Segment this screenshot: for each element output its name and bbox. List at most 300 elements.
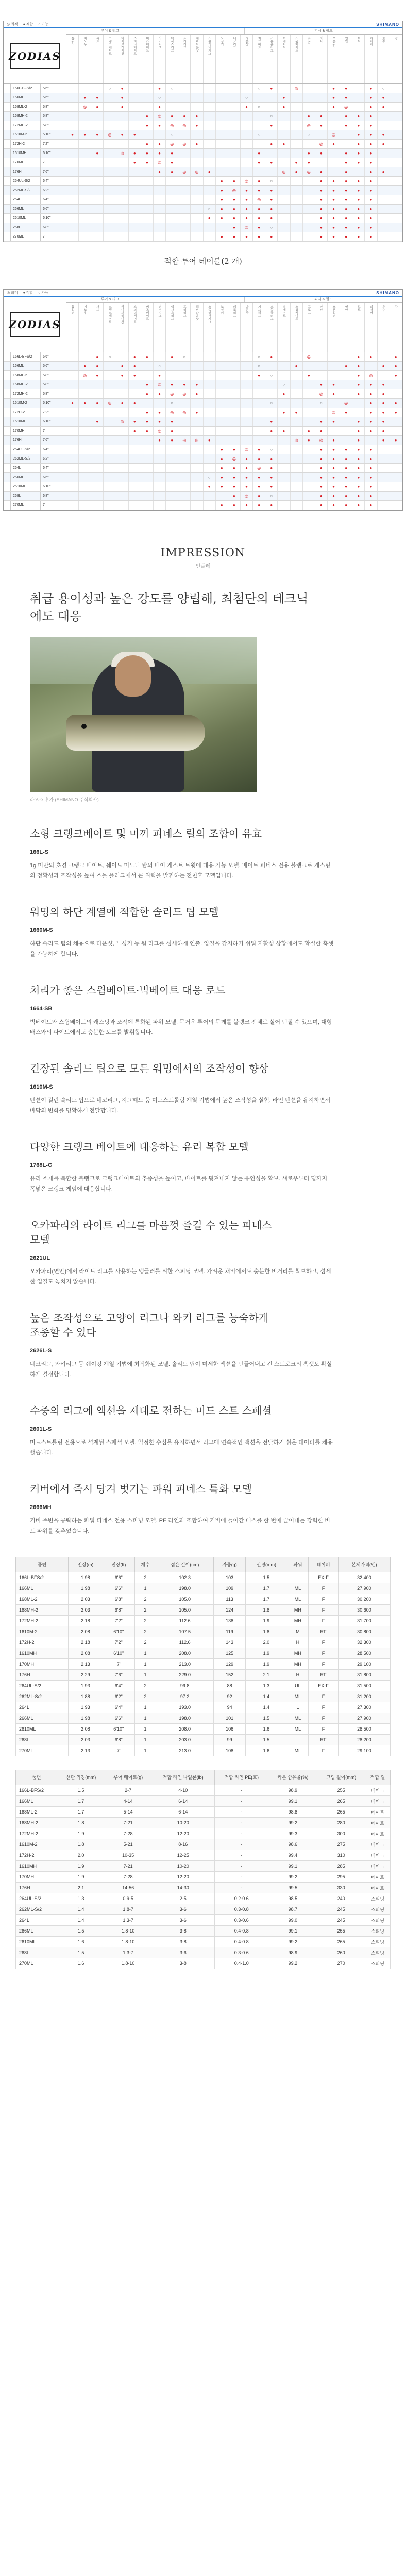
spec-header-cell: 루어 웨이트(g) bbox=[105, 1770, 151, 1785]
suitability-mark bbox=[278, 186, 290, 195]
column-label bbox=[291, 303, 303, 352]
suitability-mark: ● bbox=[315, 195, 328, 204]
column-label-text: 러버지그 bbox=[158, 305, 161, 317]
suitability-mark: ● bbox=[352, 177, 365, 185]
spec-row bbox=[16, 1839, 391, 1850]
suitability-mark bbox=[328, 362, 340, 370]
suitability-mark bbox=[228, 84, 241, 93]
spec-cell: 240 bbox=[317, 1893, 365, 1904]
suitability-mark bbox=[378, 232, 390, 241]
suitability-mark: ● bbox=[315, 214, 328, 223]
spec-cell: 1.9 bbox=[57, 1872, 105, 1883]
suitability-mark: ○ bbox=[303, 130, 315, 139]
suitability-mark bbox=[129, 436, 141, 445]
category-cell bbox=[4, 186, 11, 195]
suitability-mark bbox=[91, 436, 104, 445]
suitability-mark bbox=[216, 223, 228, 232]
suitability-mark: ● bbox=[303, 427, 315, 435]
column-label-text: 톱워터 bbox=[71, 305, 74, 314]
spec-row bbox=[16, 1861, 391, 1872]
section-model: 1768L-G bbox=[30, 1162, 53, 1168]
suitability-mark: ● bbox=[352, 464, 365, 472]
spec-cell: 260 bbox=[317, 1947, 365, 1958]
suitability-mark: ● bbox=[390, 362, 402, 370]
suitability-mark: ● bbox=[328, 223, 340, 232]
spec-cell: 10-35 bbox=[105, 1850, 151, 1861]
suitability-mark bbox=[303, 380, 315, 389]
suitability-mark bbox=[378, 473, 390, 482]
suitability-mark bbox=[241, 427, 253, 435]
category-cell bbox=[4, 371, 11, 380]
suitability-mark bbox=[178, 149, 191, 158]
length-cell: 6'4" bbox=[41, 177, 66, 185]
length-cell: 7' bbox=[41, 501, 66, 510]
logo-area bbox=[4, 297, 66, 352]
length-cell: 5'8" bbox=[41, 103, 66, 111]
suitability-mark: ● bbox=[328, 473, 340, 482]
suitability-mark: ● bbox=[340, 112, 352, 121]
suitability-mark bbox=[91, 492, 104, 500]
chart-row bbox=[4, 445, 402, 454]
suitability-mark: ● bbox=[352, 427, 365, 435]
suitability-mark bbox=[116, 436, 129, 445]
suitability-mark: ○ bbox=[104, 84, 116, 93]
suitability-mark: ◎ bbox=[241, 445, 253, 454]
marks bbox=[66, 177, 402, 185]
chart-row bbox=[4, 492, 402, 501]
length-cell: 5'8" bbox=[41, 121, 66, 130]
suitability-mark bbox=[278, 362, 290, 370]
suitability-mark bbox=[129, 186, 141, 195]
spec-cell: 5-14 bbox=[105, 1807, 151, 1818]
spec-cell: 245 bbox=[317, 1915, 365, 1926]
category-cell bbox=[4, 445, 11, 454]
suitability-mark bbox=[390, 501, 402, 510]
suitability-mark bbox=[104, 492, 116, 500]
suitability-mark: ● bbox=[328, 445, 340, 454]
suitability-mark: ● bbox=[315, 223, 328, 232]
length-cell: 6'2" bbox=[41, 454, 66, 463]
bass-fish bbox=[66, 715, 205, 751]
suitability-mark: ● bbox=[154, 103, 166, 111]
suitability-mark: ● bbox=[91, 93, 104, 102]
suitability-mark bbox=[228, 408, 241, 417]
spec-cell: 99.2 bbox=[268, 1958, 317, 1969]
suitability-mark: ● bbox=[352, 186, 365, 195]
suitability-mark: ● bbox=[191, 112, 203, 121]
suitability-mark bbox=[104, 103, 116, 111]
suitability-mark: ● bbox=[328, 140, 340, 148]
spec-cell: 4-10 bbox=[151, 1785, 215, 1796]
suitability-mark: ● bbox=[378, 389, 390, 398]
spec-cell: - bbox=[215, 1828, 268, 1839]
suitability-mark bbox=[204, 362, 216, 370]
suitability-mark bbox=[315, 93, 328, 102]
spec-table-2 bbox=[15, 1770, 391, 1969]
suitability-mark: ● bbox=[91, 149, 104, 158]
suitability-mark bbox=[91, 112, 104, 121]
length-cell: 6'4" bbox=[41, 445, 66, 454]
suitability-mark bbox=[352, 103, 365, 111]
suitability-mark: ◎ bbox=[191, 167, 203, 176]
suitability-mark bbox=[352, 399, 365, 408]
suitability-mark bbox=[340, 352, 352, 361]
column-label bbox=[91, 303, 104, 352]
spec-cell: 266ML bbox=[16, 1713, 69, 1724]
suitability-mark bbox=[79, 427, 91, 435]
suitability-mark bbox=[104, 121, 116, 130]
spec-cell: 2 bbox=[134, 1681, 156, 1691]
spec-cell: 2.29 bbox=[69, 1670, 103, 1681]
suitability-mark: ● bbox=[116, 399, 129, 408]
spec-cell: 8-16 bbox=[151, 1839, 215, 1850]
section-model: 1610M-S bbox=[30, 1084, 53, 1090]
suitability-mark bbox=[291, 140, 303, 148]
spec-cell: 98.9 bbox=[268, 1947, 317, 1958]
suitability-mark bbox=[129, 103, 141, 111]
suitability-mark: ● bbox=[216, 454, 228, 463]
suitability-mark bbox=[104, 205, 116, 213]
spec-cell: 6'8" bbox=[103, 1594, 134, 1605]
length-cell: 6'2" bbox=[41, 186, 66, 195]
suitability-mark: ● bbox=[291, 158, 303, 167]
suitability-mark: ● bbox=[79, 399, 91, 408]
marks bbox=[66, 464, 402, 472]
model-cell: 172H-2 bbox=[11, 408, 41, 417]
suitability-mark: ○ bbox=[166, 130, 178, 139]
spec-row bbox=[16, 1828, 391, 1839]
suitability-mark bbox=[129, 214, 141, 223]
chart-row bbox=[4, 417, 402, 427]
suitability-mark bbox=[291, 177, 303, 185]
suitability-mark: ● bbox=[66, 399, 79, 408]
column-label-text: 프로그 bbox=[307, 305, 310, 314]
suitability-mark bbox=[378, 482, 390, 491]
suitability-mark: ● bbox=[191, 408, 203, 417]
spec-cell: 베이트 bbox=[365, 1785, 390, 1796]
suitability-mark: ● bbox=[328, 205, 340, 213]
category-cell bbox=[4, 149, 11, 158]
suitability-mark: ◎ bbox=[315, 389, 328, 398]
suitability-mark bbox=[303, 232, 315, 241]
suitability-mark: ● bbox=[365, 454, 377, 463]
suitability-mark: ● bbox=[129, 352, 141, 361]
suitability-mark bbox=[378, 445, 390, 454]
spec-cell: 2610ML bbox=[16, 1937, 57, 1947]
suitability-mark bbox=[129, 473, 141, 482]
suitability-mark: ● bbox=[365, 205, 377, 213]
suitability-mark: ◎ bbox=[253, 464, 265, 472]
suitability-mark bbox=[191, 362, 203, 370]
model-cell: 166L-BFS/2 bbox=[11, 352, 41, 361]
column-label-text: 프로그 bbox=[307, 37, 310, 46]
spec-cell: 2 bbox=[134, 1594, 156, 1605]
suitability-mark bbox=[303, 501, 315, 510]
suitability-mark bbox=[191, 232, 203, 241]
spec-cell: 29,100 bbox=[338, 1659, 390, 1670]
spec-cell: 베이트 bbox=[365, 1807, 390, 1818]
suitability-mark: ● bbox=[378, 399, 390, 408]
spec-cell: 193.0 bbox=[156, 1702, 214, 1713]
spec-cell: 14-56 bbox=[105, 1883, 151, 1893]
suitability-mark bbox=[91, 186, 104, 195]
suitability-mark bbox=[278, 371, 290, 380]
suitability-mark: ● bbox=[91, 362, 104, 370]
suitability-mark: ● bbox=[154, 408, 166, 417]
suitability-mark bbox=[340, 417, 352, 426]
spec-cell: 1.3-7 bbox=[105, 1947, 151, 1958]
suitability-mark bbox=[278, 445, 290, 454]
spec-cell: 264L bbox=[16, 1702, 69, 1713]
spec-cell: 1.8 bbox=[246, 1626, 287, 1637]
spec-cell: 266ML bbox=[16, 1926, 57, 1937]
suitability-mark: ● bbox=[365, 232, 377, 241]
suitability-mark: ● bbox=[141, 149, 154, 158]
suitability-mark bbox=[204, 389, 216, 398]
suitability-mark: ● bbox=[303, 158, 315, 167]
suitability-mark bbox=[116, 473, 129, 482]
spec-cell: 0.4-1.0 bbox=[215, 1958, 268, 1969]
suitability-mark: ● bbox=[154, 417, 166, 426]
suitability-mark bbox=[66, 149, 79, 158]
spec-cell: 94 bbox=[214, 1702, 246, 1713]
suitability-mark: ◎ bbox=[241, 492, 253, 500]
suitability-mark bbox=[241, 158, 253, 167]
column-label-text: 톱워터 bbox=[71, 37, 74, 46]
suitability-mark: ◎ bbox=[154, 380, 166, 389]
chart-row bbox=[4, 214, 402, 223]
suitability-mark bbox=[278, 454, 290, 463]
group-title-rig bbox=[154, 297, 245, 302]
suitability-mark: ● bbox=[278, 103, 290, 111]
suitability-mark bbox=[191, 103, 203, 111]
spec-header-cell: 품번 bbox=[16, 1770, 57, 1785]
spec-cell: - bbox=[215, 1807, 268, 1818]
spec-row bbox=[16, 1702, 391, 1713]
column-label bbox=[278, 35, 290, 83]
spec-cell: 10-20 bbox=[151, 1861, 215, 1872]
suitability-mark: ◎ bbox=[278, 167, 290, 176]
suitability-mark bbox=[204, 408, 216, 417]
suitability-mark: ● bbox=[241, 454, 253, 463]
spec-cell: L bbox=[287, 1572, 309, 1583]
spec-cell: 베이트 bbox=[365, 1883, 390, 1893]
suitability-mark: ● bbox=[378, 427, 390, 435]
category-cell bbox=[4, 112, 11, 121]
spec-row bbox=[16, 1691, 391, 1702]
suitability-mark: ● bbox=[241, 464, 253, 472]
column-label-text: 프리리그 bbox=[182, 37, 186, 49]
suitability-mark: ● bbox=[328, 501, 340, 510]
spec-cell: 172MH-2 bbox=[16, 1616, 69, 1626]
suitability-mark bbox=[116, 454, 129, 463]
spec-header-cell: 적합 릴 bbox=[365, 1770, 390, 1785]
suitability-mark bbox=[228, 93, 241, 102]
spec-cell: 6'10" bbox=[103, 1626, 134, 1637]
suitability-mark bbox=[66, 177, 79, 185]
suitability-mark bbox=[154, 501, 166, 510]
suitability-mark bbox=[66, 445, 79, 454]
suitability-mark bbox=[191, 417, 203, 426]
suitability-mark: ● bbox=[365, 103, 377, 111]
column-label-text: 오픈워터 bbox=[332, 305, 335, 317]
spec-cell: 112.6 bbox=[156, 1637, 214, 1648]
category-cell bbox=[4, 492, 11, 500]
suitability-mark bbox=[278, 501, 290, 510]
spec-cell: 1 bbox=[134, 1670, 156, 1681]
length-cell: 5'8" bbox=[41, 112, 66, 121]
suitability-mark bbox=[265, 167, 278, 176]
spec-cell: 98.9 bbox=[268, 1785, 317, 1796]
spec-cell: 베이트 bbox=[365, 1818, 390, 1828]
suitability-mark bbox=[166, 205, 178, 213]
legend bbox=[7, 290, 48, 295]
suitability-mark: ● bbox=[166, 417, 178, 426]
suitability-mark bbox=[291, 149, 303, 158]
suitability-mark bbox=[390, 214, 402, 223]
length-cell: 5'8" bbox=[41, 389, 66, 398]
chart-row bbox=[4, 186, 402, 195]
suitability-mark bbox=[204, 130, 216, 139]
suitability-mark bbox=[278, 205, 290, 213]
spec-cell: - bbox=[215, 1883, 268, 1893]
category-cell bbox=[4, 195, 11, 204]
spec-header-cell: 자중(g) bbox=[214, 1557, 246, 1572]
spec-cell: 27,300 bbox=[338, 1702, 390, 1713]
lead-title: 취급 용이성과 높은 강도를 양립해, 최첨단의 테크닉에도 대응 bbox=[30, 591, 309, 623]
suitability-mark: ● bbox=[265, 214, 278, 223]
length-cell: 7'2" bbox=[41, 140, 66, 148]
suitability-mark: ● bbox=[365, 223, 377, 232]
suitability-mark: ● bbox=[154, 436, 166, 445]
spec-cell: 1.8 bbox=[57, 1839, 105, 1850]
length-cell: 5'6" bbox=[41, 362, 66, 370]
spec-row bbox=[16, 1583, 391, 1594]
suitability-mark bbox=[390, 389, 402, 398]
suitability-mark: ● bbox=[340, 214, 352, 223]
suitability-mark: ● bbox=[241, 473, 253, 482]
suitability-mark bbox=[378, 158, 390, 167]
suitability-mark: ● bbox=[328, 103, 340, 111]
marks bbox=[66, 121, 402, 130]
spec-cell: EX-F bbox=[309, 1681, 339, 1691]
spec-cell: 1.5 bbox=[57, 1785, 105, 1796]
suitability-mark: ● bbox=[365, 408, 377, 417]
suitability-mark bbox=[104, 232, 116, 241]
suitability-mark: ● bbox=[116, 103, 129, 111]
suitability-mark bbox=[104, 482, 116, 491]
suitability-mark bbox=[91, 84, 104, 93]
spec-row bbox=[16, 1872, 391, 1883]
suitability-mark bbox=[291, 482, 303, 491]
spec-cell: 1.8 bbox=[57, 1818, 105, 1828]
suitability-mark bbox=[178, 362, 191, 370]
suitability-mark: ● bbox=[303, 371, 315, 380]
suitability-mark bbox=[303, 492, 315, 500]
suitability-mark: ● bbox=[91, 399, 104, 408]
spec-row bbox=[16, 1745, 391, 1756]
suitability-mark: ● bbox=[291, 167, 303, 176]
suitability-mark bbox=[141, 436, 154, 445]
column-label-text: 연안 bbox=[344, 305, 348, 311]
suitability-mark: ○ bbox=[265, 371, 278, 380]
suitability-mark: ● bbox=[253, 445, 265, 454]
suitability-mark bbox=[241, 352, 253, 361]
column-label bbox=[166, 35, 178, 83]
suitability-mark bbox=[303, 408, 315, 417]
suitability-mark: ○ bbox=[204, 205, 216, 213]
suitability-mark: ● bbox=[265, 482, 278, 491]
suitability-mark: ● bbox=[390, 408, 402, 417]
suitability-mark bbox=[79, 195, 91, 204]
column-label-text: 다운샷 bbox=[245, 305, 248, 314]
suitability-mark: ● bbox=[129, 158, 141, 167]
suitability-mark: ● bbox=[166, 352, 178, 361]
marks bbox=[66, 186, 402, 195]
length-cell: 6'10" bbox=[41, 417, 66, 426]
suitability-mark bbox=[141, 371, 154, 380]
chart-row bbox=[4, 167, 402, 177]
suitability-mark bbox=[91, 454, 104, 463]
spec-cell: 99.1 bbox=[268, 1861, 317, 1872]
suitability-mark bbox=[104, 195, 116, 204]
spec-cell: 1.7 bbox=[57, 1796, 105, 1807]
suitability-mark bbox=[66, 205, 79, 213]
spec-header-cell: 그립 길이(mm) bbox=[317, 1770, 365, 1785]
spec-cell: - bbox=[215, 1839, 268, 1850]
model-cell: 170MH bbox=[11, 427, 41, 435]
suitability-mark bbox=[166, 501, 178, 510]
spec-cell: 129 bbox=[214, 1659, 246, 1670]
suitability-mark: ● bbox=[166, 167, 178, 176]
suitability-mark: ● bbox=[365, 140, 377, 148]
suitability-mark bbox=[141, 223, 154, 232]
suitability-mark bbox=[141, 362, 154, 370]
suitability-mark bbox=[178, 130, 191, 139]
suitability-mark bbox=[204, 232, 216, 241]
suitability-mark bbox=[216, 140, 228, 148]
marks bbox=[66, 112, 402, 121]
suitability-mark: ● bbox=[303, 112, 315, 121]
suitability-mark bbox=[166, 177, 178, 185]
spec-cell: 31,500 bbox=[338, 1681, 390, 1691]
suitability-mark bbox=[291, 501, 303, 510]
suitability-mark bbox=[191, 186, 203, 195]
suitability-mark: ● bbox=[228, 195, 241, 204]
suitability-mark bbox=[79, 380, 91, 389]
category-cell bbox=[4, 399, 11, 408]
spec-cell: 262ML-S/2 bbox=[16, 1691, 69, 1702]
column-groups bbox=[66, 297, 402, 352]
suitability-mark: ● bbox=[265, 158, 278, 167]
suitability-mark bbox=[365, 362, 377, 370]
suitability-mark bbox=[228, 352, 241, 361]
suitability-mark bbox=[91, 214, 104, 223]
suitability-mark: ● bbox=[265, 501, 278, 510]
column-label bbox=[216, 35, 228, 83]
suitability-mark bbox=[104, 149, 116, 158]
suitability-mark bbox=[278, 177, 290, 185]
suitability-mark: ● bbox=[340, 445, 352, 454]
suitability-mark bbox=[228, 121, 241, 130]
suitability-mark bbox=[204, 195, 216, 204]
marks bbox=[66, 482, 402, 491]
suitability-mark: ◎ bbox=[178, 140, 191, 148]
spec-cell: F bbox=[309, 1691, 339, 1702]
suitability-mark bbox=[116, 445, 129, 454]
column-label bbox=[228, 35, 241, 83]
spec-cell: 113 bbox=[214, 1594, 246, 1605]
